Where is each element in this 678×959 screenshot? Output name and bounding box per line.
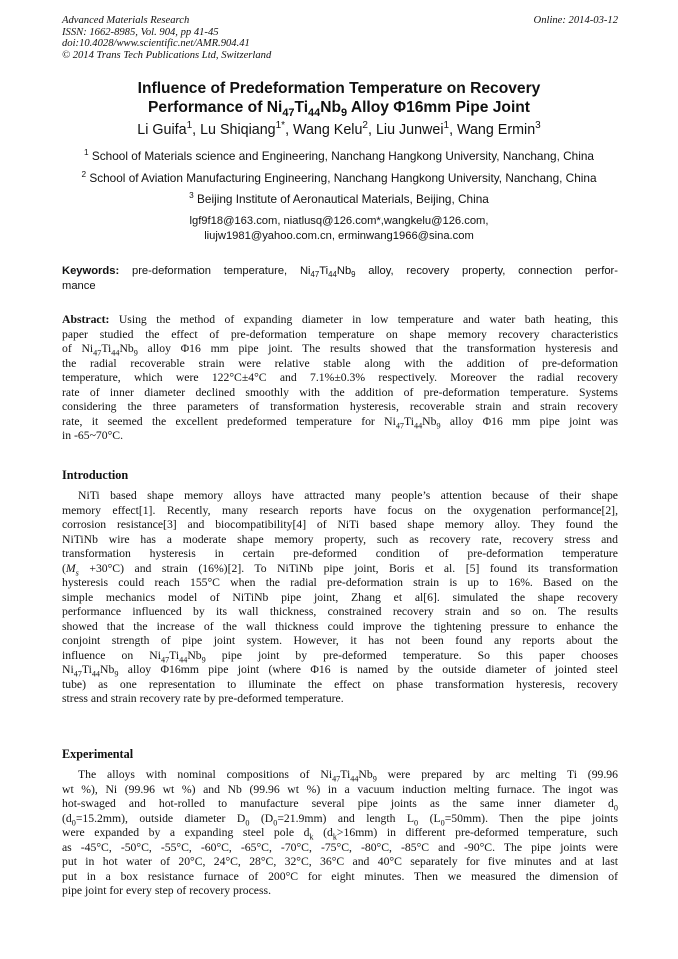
exp-line: were expanded by a expanding steel pole $d_k$ $(d_k>16mm)$ in different pre-deformed temperature, such — [62, 826, 618, 842]
abstract-line: rate, it seemed the excellent predeformed temperature for $Ni_{47}Ti_{44}Nb_9$ alloy Φ16 mm pipe joint was — [62, 414, 618, 430]
abstract-line: of $Ni_{47}Ti_{44}Nb_9$ alloy Φ16 mm pipe joint. The results showed that the transformation hysteresis and — [62, 342, 619, 358]
intro-line: conjoint strength of pipe joint system. However, it has not been found any reports about the — [62, 634, 618, 647]
email-line-1: lgf9f18@163.com, niatlusq@126.com*,wangkelu@126.com, — [189, 215, 489, 227]
title-line-2: Performance of $Ni_{47}Ti_{44}Nb_9$ Alloy Φ16mm Pipe Joint — [148, 99, 530, 120]
intro-line: hysteresis could reach 155°C when the radial pre-deformation strain is up to 16%. Based on the — [62, 576, 618, 589]
email-block — [40, 214, 638, 243]
intro-line: transformation hysteresis in certain pre-deformed condition of pre-deformation temperature — [62, 547, 618, 560]
intro-line: corrosion resistance[3] and biocompatibility[4] of NiTi based shape memory alloy. They found the — [62, 518, 618, 531]
copyright-line: © 2014 Trans Tech Publications Ltd, Switzerland — [62, 49, 272, 61]
issn-line: ISSN: 1662-8985, Vol. 904, pp 41-45 — [62, 26, 219, 38]
affiliation-1: $^1$ School of Materials science and Engineering, Nanchang Hangkong University, Nanchang, China — [84, 148, 594, 163]
author: Liu Junwei — [375, 122, 444, 138]
author-list: Li Guifa$^1$, Lu Shiqiang$^{1*}$, Wang Kelu$^2$, Liu Junwei$^1$, Wang Ermin$^3$ — [137, 120, 541, 138]
affiliation-3: $^3$ Beijing Institute of Aeronautical Materials, Beijing, China — [189, 191, 489, 206]
intro-line: tube) as one representation to illuminate the effect on phase transformation hysteresis, recovery — [62, 677, 618, 691]
exp-line: put in a box resistance furnace of 200°C for eight minutes. Then we measured the dimension of — [62, 869, 618, 883]
abstract-line: rate of inner diameter declined smoothly with the addition of pre-deformation temperature. Systems — [62, 385, 618, 399]
abstract-line: temperature, which were 122°C±4°C and 7.1%±0.3% respectively. Moreover the radial recovery — [62, 371, 618, 384]
intro-line: NiTiNb wire has a moderate shape memory property, such as recovery rate, recovery stress and — [62, 532, 618, 546]
abstract — [62, 313, 618, 444]
exp-line: as -45°C, -50°C, -55°C, -60°C, -65°C, -70°C, -75°C, -80°C, -85°C and -90°C. The pipe joints were — [62, 840, 618, 854]
journal-name: Advanced Materials Research — [62, 15, 190, 26]
title-line-1: Influence of Predeformation Temperature on Recovery — [137, 80, 541, 97]
intro-line: $(M_s +30^\circ C)$ and strain (16%)[2]. To NiTiNb pipe joint, Boris et al. [5] found its transformation — [62, 561, 618, 577]
keywords-line-1: Keywords: pre-deformation temperature, $Ni_{47}Ti_{44}Nb_9$ alloy, recovery property, connection perfor- — [62, 265, 618, 280]
intro-line: performance influenced by its wall thickness, constrained recovery strain and so on. The results — [62, 605, 618, 618]
author: Lu Shiqiang — [200, 122, 276, 138]
exp-line: pipe joint for every step of recovery process. — [62, 884, 271, 897]
intro-line: $Ni_{47}Ti_{44}Nb_9$ alloy Φ16mm pipe joint (where Φ16 is named by the outside diameter of jointed steel — [62, 663, 618, 679]
author: Wang Ermin — [457, 122, 536, 138]
online-date: Online: 2014-03-12 — [533, 15, 618, 26]
intro-line: influence on $Ni_{47}Ti_{44}Nb_9$ pipe joint by pre-deformed temperature. So this paper chooses — [62, 648, 618, 664]
abstract-line: Abstract: Using the method of expanding diameter in low temperature and water bath heating, this — [62, 313, 618, 326]
email-line-2: liujw1981@yahoo.com.cn, erminwang1966@sina.com — [204, 229, 474, 242]
exp-line: hot-swaged and hot-rolled to manufacture several pipe joints as the same inner diameter $d_0$ — [62, 797, 618, 813]
experimental-heading: Experimental — [62, 747, 134, 761]
intro-line: NiTi based shape memory alloys have attracted many people’s attention because of their shape — [78, 489, 618, 502]
introduction-body — [62, 489, 618, 707]
journal-header — [62, 15, 618, 61]
affiliation-2: $^2$ School of Aviation Manufacturing Engineering, Nanchang Hangkong University, Nanchang, China — [81, 170, 597, 185]
paper-title — [40, 79, 638, 120]
doi-line: doi:10.4028/www.scientific.net/AMR.904.41 — [62, 38, 250, 49]
introduction-heading: Introduction — [62, 468, 129, 482]
experimental-body — [62, 768, 618, 899]
intro-line: showed that the increase of the wall thickness could improve the tightening pressure to enhance the — [62, 619, 618, 633]
abstract-line: the radial recoverable strain were relative stable along with the addition of pre-deformation — [62, 356, 618, 370]
abstract-line: considering the three parameters of transformation hysteresis, recoverable strain and strain recovery — [62, 400, 618, 413]
abstract-line: paper studied the effect of pre-deformation temperature on shape memory recovery characteristics — [62, 327, 618, 341]
intro-line: stress and strain recovery rate by pre-deformed temperature. — [62, 692, 344, 705]
exp-line: $(d_0=15.2mm)$, outside diameter $D_0$ $(D_0=21.9mm)$ and length $L_0$ $(L_0=50mm)$. Then the pipe joints — [62, 811, 618, 827]
intro-line: simple mechanics model of NiTiNb pipe joint, Zhang et al[6]. simulated the shape recovery — [62, 590, 618, 604]
exp-line: put in hot water of 20°C, 24°C, 28°C, 32°C, 36°C and 40°C separately for five minutes and at last — [62, 855, 618, 868]
exp-line: The alloys with nominal compositions of $Ni_{47}Ti_{44}Nb_9$ were prepared by arc melting Ti (99.96 — [78, 768, 618, 784]
abstract-line: in -65~70°C. — [62, 429, 123, 442]
author: Wang Kelu — [293, 122, 363, 138]
author: Li Guifa — [137, 122, 187, 138]
keywords — [62, 264, 618, 293]
intro-line: memory effect[1]. Recently, many research reports have focus on the oxygenation performance[2], — [62, 503, 618, 517]
exp-line: wt %), Ni (99.96 wt %) and Nb (99.96 wt %) in a vacuum induction melting furnace. The ingot was — [62, 782, 618, 796]
keywords-line-2: mance — [62, 279, 96, 292]
